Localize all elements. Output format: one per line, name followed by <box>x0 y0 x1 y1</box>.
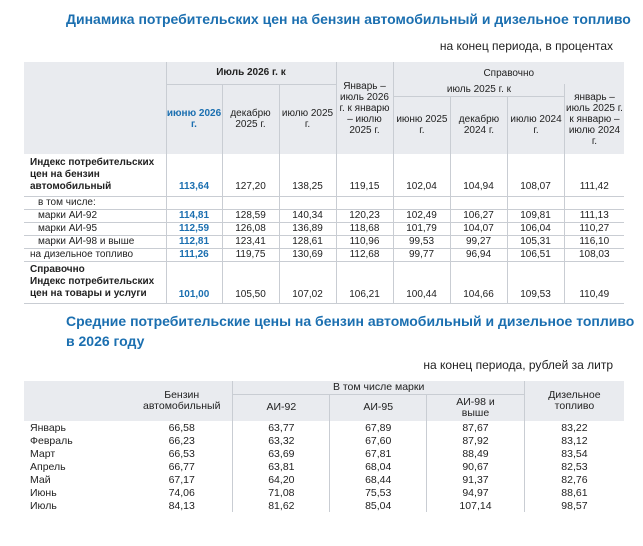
header-gasoline <box>131 381 233 421</box>
month-label: Март <box>30 447 56 460</box>
cell: 66,58 <box>168 421 195 434</box>
table-row <box>24 235 624 248</box>
table2-title-line2: в 2026 году <box>66 333 145 349</box>
header-ai92-label: АИ-92 <box>266 401 297 414</box>
header-group-july2025-label: июль 2025 г. к <box>446 84 511 96</box>
table1-subtitle: на конец периода, в процентах <box>439 39 613 53</box>
cell: 66,53 <box>168 447 195 460</box>
cell: 100,44 <box>393 261 450 303</box>
cell <box>564 196 624 209</box>
header-group-july2025 <box>394 84 565 96</box>
cell: 107,14 <box>427 499 525 512</box>
cell: 99,77 <box>393 248 450 261</box>
header-diesel-label: Дизельное топливо <box>548 389 601 412</box>
cell: 109,81 <box>507 209 564 222</box>
table-row <box>24 421 624 434</box>
cell: 112,68 <box>336 248 393 261</box>
header-ai92 <box>233 394 330 421</box>
cell: 101,79 <box>393 222 450 235</box>
cell: 99,53 <box>393 235 450 248</box>
row-label: марки АИ-95 <box>38 223 98 234</box>
cell: 63,77 <box>233 421 330 434</box>
cell: 110,27 <box>564 222 624 235</box>
cell: 68,04 <box>330 460 427 473</box>
header-col-dec2024-label: декабрю 2024 г. <box>458 114 500 137</box>
header-corner <box>24 381 131 421</box>
cell <box>393 196 450 209</box>
header-col-dec2024 <box>450 96 507 154</box>
header-group-july2026 <box>166 62 336 84</box>
header-ai98-label: АИ-98 и выше <box>456 395 495 419</box>
price-index-table <box>24 62 624 304</box>
table-row <box>24 447 624 460</box>
header-ai95 <box>330 394 427 421</box>
header-jan-jul-2026 <box>336 62 393 154</box>
cell: 63,69 <box>233 447 330 460</box>
header-col-june2026 <box>166 84 222 154</box>
cell: 101,00 <box>166 261 222 303</box>
table-row <box>24 261 624 303</box>
table2-title-line1: Средние потребительские цены на бензин автомобильный и дизельное топливо <box>66 313 635 329</box>
cell: 105,50 <box>222 261 279 303</box>
cell: 104,07 <box>450 222 507 235</box>
month-label: Май <box>30 473 51 486</box>
cell: 136,89 <box>279 222 336 235</box>
cell: 67,89 <box>330 421 427 434</box>
row-label: марки АИ-98 и выше <box>38 236 135 247</box>
cell: 87,67 <box>427 421 525 434</box>
cell: 104,94 <box>450 154 507 196</box>
cell <box>279 196 336 209</box>
cell: 66,23 <box>168 434 195 447</box>
cell <box>222 196 279 209</box>
cell: 66,77 <box>168 460 195 473</box>
header-ai98 <box>427 394 525 421</box>
cell: 83,12 <box>524 434 624 447</box>
cell: 110,96 <box>336 235 393 248</box>
header-group-grades-label: В том числе марки <box>332 380 425 393</box>
header-group-july2026-label: Июль 2026 г. к <box>216 67 286 79</box>
cell: 84,13 <box>168 499 195 512</box>
cell: 88,49 <box>427 447 525 460</box>
cell: 106,27 <box>450 209 507 222</box>
cell: 106,04 <box>507 222 564 235</box>
cell: 109,53 <box>507 261 564 303</box>
cell: 111,13 <box>564 209 624 222</box>
table-row <box>24 473 624 486</box>
cell: 75,53 <box>330 486 427 499</box>
cell: 63,81 <box>233 460 330 473</box>
cell: 126,08 <box>222 222 279 235</box>
header-col-jan-jul-2025-label: январь – июль 2025 г. к январю – июлю 2024 г. <box>566 91 623 147</box>
table-row <box>24 486 624 499</box>
cell: 118,68 <box>336 222 393 235</box>
cell: 94,97 <box>427 486 525 499</box>
cell: 67,60 <box>330 434 427 447</box>
cell: 105,31 <box>507 235 564 248</box>
cell: 88,61 <box>524 486 624 499</box>
cell: 112,59 <box>166 222 222 235</box>
header-jan-jul-2026-label: Январь – июль 2026 г. к январю – июлю 2025 г. <box>339 80 390 136</box>
cell <box>336 196 393 209</box>
cell: 82,53 <box>524 460 624 473</box>
cell: 123,41 <box>222 235 279 248</box>
cell: 138,25 <box>279 154 336 196</box>
cell: 127,20 <box>222 154 279 196</box>
cell: 119,15 <box>336 154 393 196</box>
table-row <box>24 460 624 473</box>
header-group-grades <box>233 381 524 394</box>
month-label: Февраль <box>30 434 73 447</box>
cell: 67,81 <box>330 447 427 460</box>
cell: 68,44 <box>330 473 427 486</box>
row-label-text: Индекс потребительских цен на бензин автомобильный <box>30 156 155 192</box>
cell: 74,06 <box>168 486 195 499</box>
cell <box>166 196 222 209</box>
table-row <box>24 209 624 222</box>
cell: 140,34 <box>279 209 336 222</box>
cell: 111,42 <box>564 154 624 196</box>
table2-subtitle: на конец периода, рублей за литр <box>423 358 613 372</box>
month-label: Июнь <box>30 486 57 499</box>
header-gasoline-label: Бензин автомобильный <box>142 389 221 412</box>
cell: 90,67 <box>427 460 525 473</box>
table-row <box>24 434 624 447</box>
header-col-jul2025-label: июлю 2025 г. <box>281 108 334 131</box>
cell: 110,49 <box>564 261 624 303</box>
row-label: марки АИ-92 <box>38 210 98 221</box>
cell: 83,22 <box>524 421 624 434</box>
header-col-jul2024-label: июлю 2024 г. <box>510 114 562 137</box>
table-row <box>24 222 624 235</box>
cell: 102,49 <box>393 209 450 222</box>
table-row <box>24 499 624 512</box>
cell: 106,21 <box>336 261 393 303</box>
row-label-cpi: Индекс потребительских цен на товары и услуги <box>30 276 155 299</box>
cell: 64,20 <box>233 473 330 486</box>
header-col-jul2024 <box>508 96 565 154</box>
row-label <box>24 261 166 303</box>
cell: 112,81 <box>166 235 222 248</box>
header-corner <box>24 62 166 154</box>
row-label <box>24 154 166 196</box>
table-row <box>24 154 624 196</box>
cell: 106,51 <box>507 248 564 261</box>
month-label: Апрель <box>30 460 66 473</box>
cell: 128,61 <box>279 235 336 248</box>
cell: 102,04 <box>393 154 450 196</box>
table2-title <box>66 311 634 351</box>
header-ai95-label: АИ-95 <box>363 401 394 414</box>
cell: 119,75 <box>222 248 279 261</box>
month-label: Июль <box>30 499 57 512</box>
cell: 108,03 <box>564 248 624 261</box>
table-row <box>24 248 624 261</box>
cell: 104,66 <box>450 261 507 303</box>
cell: 98,57 <box>524 499 624 512</box>
table-row <box>24 196 624 209</box>
month-label: Январь <box>30 421 66 434</box>
cell: 120,23 <box>336 209 393 222</box>
cell: 113,64 <box>166 154 222 196</box>
cell: 111,26 <box>166 248 222 261</box>
header-col-june2026-label: июню 2026 г. <box>166 108 222 131</box>
cell: 91,37 <box>427 473 525 486</box>
header-col-jul2025 <box>279 84 336 154</box>
header-reference-label: Справочно <box>483 67 535 79</box>
header-col-june2025 <box>394 96 451 154</box>
row-label: на дизельное топливо <box>30 249 134 260</box>
cell: 99,27 <box>450 235 507 248</box>
cell: 130,69 <box>279 248 336 261</box>
header-reference-subgroup <box>393 84 624 154</box>
cell: 108,07 <box>507 154 564 196</box>
cell: 116,10 <box>564 235 624 248</box>
row-label: в том числе: <box>38 197 96 208</box>
header-diesel <box>524 381 624 421</box>
header-col-dec2025-label: декабрю 2025 г. <box>230 108 271 131</box>
cell: 71,08 <box>233 486 330 499</box>
cell <box>507 196 564 209</box>
cell: 128,59 <box>222 209 279 222</box>
header-col-june2025-label: июню 2025 г. <box>396 114 448 137</box>
cell: 81,62 <box>233 499 330 512</box>
cell: 114,81 <box>166 209 222 222</box>
header-col-jan-jul-2025 <box>564 84 624 154</box>
cell: 87,92 <box>427 434 525 447</box>
cell: 85,04 <box>330 499 427 512</box>
cell: 107,02 <box>279 261 336 303</box>
cell: 96,94 <box>450 248 507 261</box>
cell: 63,32 <box>233 434 330 447</box>
cell <box>450 196 507 209</box>
header-col-dec2025 <box>222 84 279 154</box>
cell: 67,17 <box>168 473 195 486</box>
row-label-reference: Справочно <box>30 264 85 275</box>
header-group-reference <box>393 62 624 84</box>
cell: 82,76 <box>524 473 624 486</box>
cell: 83,54 <box>524 447 624 460</box>
table1-title: Динамика потребительских цен на бензин автомобильный и дизельное топливо <box>66 11 631 27</box>
avg-price-table <box>24 381 624 512</box>
